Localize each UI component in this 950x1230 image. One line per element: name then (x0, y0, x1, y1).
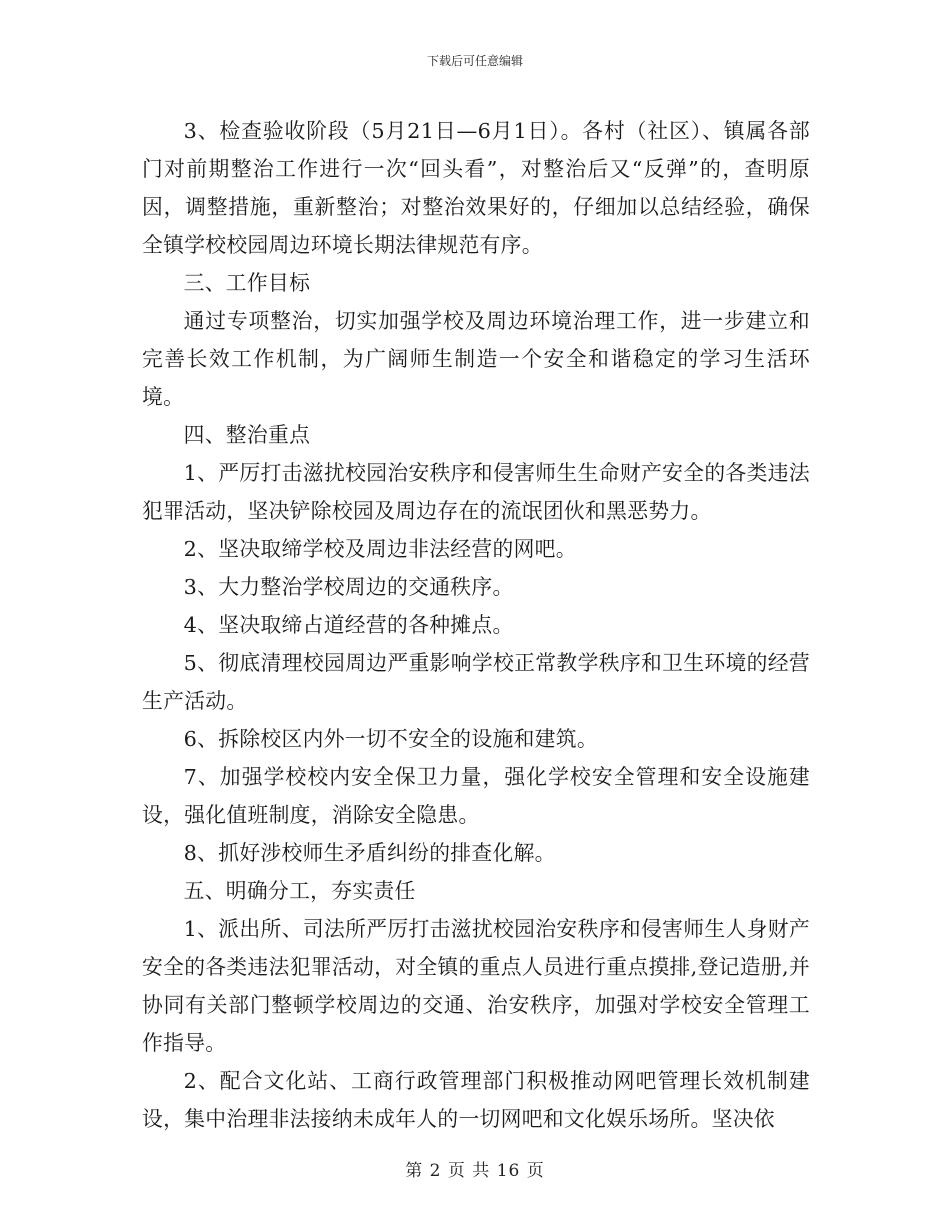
list-item-focus-7: 7、加强学校校内安全保卫力量，强化学校安全管理和安全设施建设，强化值班制度，消除安全隐患。 (142, 765, 810, 827)
paragraph-inspection-stage: 3、检查验收阶段（5月21日—6月1日）。各村（社区）、镇属各部门对前期整治工作进行一次“回头看”，对整治后又“反弹”的，查明原因，调整措施，重新整治；对整治效果好的，仔细加以总结经验，确保全镇学校校园周边环境长期法律规范有序。 (142, 119, 810, 257)
list-item-responsibility-2: 2、配合文化站、工商行政管理部门积极推动网吧管理长效机制建设，集中治理非法接纳未成年人的一切网吧和文化娱乐场所。坚决依 (142, 1069, 810, 1131)
list-item-focus-5: 5、彻底清理校园周边严重影响学校正常教学秩序和卫生环境的经营生产活动。 (142, 651, 810, 713)
list-item-focus-8: 8、抓好涉校师生矛盾纠纷的排查化解。 (183, 841, 556, 865)
section-heading-responsibilities: 五、明确分工，夯实责任 (183, 879, 416, 903)
list-item-focus-1: 1、严厉打击滋扰校园治安秩序和侵害师生生命财产安全的各类违法犯罪活动，坚决铲除校园及周边存在的流氓团伙和黑恶势力。 (142, 461, 810, 523)
paragraph-goals: 通过专项整治，切实加强学校及周边环境治理工作，进一步建立和完善长效工作机制，为广阔师生制造一个安全和谐稳定的学习生活环境。 (142, 309, 810, 409)
section-heading-focus: 四、整治重点 (183, 423, 311, 447)
list-item-focus-4: 4、坚决取缔占道经营的各种摊点。 (183, 613, 514, 637)
list-item-responsibility-1: 1、派出所、司法所严厉打击滋扰校园治安秩序和侵害师生人身财产安全的各类违法犯罪活动，对全镇的重点人员进行重点摸排,登记造册,并协同有关部门整顿学校周边的交通、治安秩序，加强对学校安全管理工作指导。 (142, 917, 810, 1055)
section-heading-goals: 三、工作目标 (183, 271, 311, 295)
list-item-focus-2: 2、坚决取缔学校及周边非法经营的网吧。 (183, 537, 577, 561)
list-item-focus-3: 3、大力整治学校周边的交通秩序。 (183, 575, 514, 599)
list-item-focus-6: 6、拆除校区内外一切不安全的设施和建筑。 (183, 727, 598, 751)
document-body (142, 112, 810, 1138)
page-number-footer: 第 2 页 共 16 页 (405, 1161, 545, 1181)
page-header: 下载后可任意编辑 (426, 54, 523, 68)
